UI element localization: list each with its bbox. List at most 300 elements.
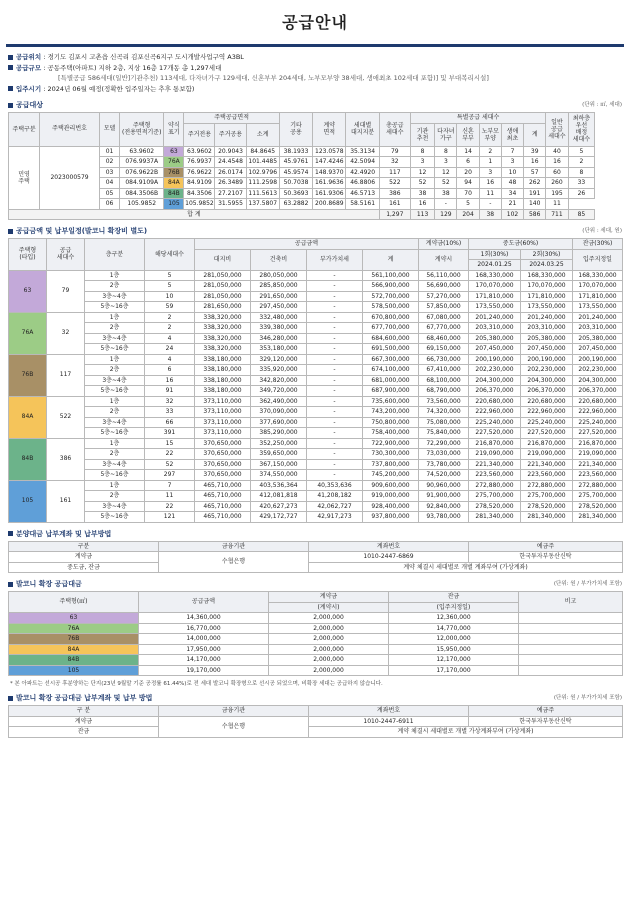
table-cell: 50.7038 [279,178,312,189]
type-badge-cell: 76B [9,634,139,645]
table-cell: 50.3693 [279,188,312,199]
table-cell: 681,000,000 [363,375,419,386]
price-schedule-table [8,238,623,523]
table-cell: 735,600,000 [363,396,419,407]
header-cell: 일반 공급 세대수 [546,113,568,147]
header-cell: 기타 공용 [279,113,312,147]
table-cell: 57 [524,167,546,178]
account-row [9,552,623,563]
table-cell: 219,090,000 [573,449,623,460]
price-row [9,291,623,302]
table-cell: 223,560,000 [521,470,573,481]
table-cell: - [307,302,363,313]
table-cell: - [307,386,363,397]
table-cell: 076.9937A [120,157,164,168]
table-cell: 281,050,000 [195,281,251,292]
table-cell: 220,680,000 [573,396,623,407]
table-cell: 16 [479,178,501,189]
balcony-account-table [8,705,623,738]
table-cell: 2,000,000 [269,613,389,624]
header-cell: 중도금(60%) [469,239,573,250]
table-cell: 206,370,000 [573,386,623,397]
table-cell: 5층~16층 [85,470,145,481]
section-title: 공급금액 및 납부일정(발코니 확장비 별도) [16,227,148,235]
table-cell: 359,650,000 [251,449,307,460]
header-cell: 계약금(10%) [419,239,469,250]
table-cell: 16,770,000 [139,623,269,634]
header-cell: 2024.03.25 [521,260,573,271]
table-cell: 2 [479,146,501,157]
table-cell: 11 [546,199,568,210]
header-cell: 잔금(30%) [573,239,623,250]
bullet-square-icon [8,103,13,108]
table-cell: 338,320,000 [195,344,251,355]
title-divider [6,44,624,47]
move-in-label: 입주시기 [16,84,42,93]
type-badge-cell: 84B [9,438,47,480]
table-cell: 750,800,000 [363,417,419,428]
account-row [9,716,623,727]
table-cell: 04 [100,178,120,189]
table-cell: 84.9109 [184,178,215,189]
table-cell: 207,450,000 [469,344,521,355]
table-cell: 221,340,000 [469,459,521,470]
table-cell: 46.5713 [346,188,379,199]
price-row [9,407,623,418]
table-cell: 670,800,000 [363,312,419,323]
table-cell: 205,380,000 [469,333,521,344]
table-cell: 758,400,000 [363,428,419,439]
table-cell: 129 [435,209,457,220]
table-cell: 168,330,000 [521,270,573,281]
header-row [9,541,623,552]
table-cell: 205,380,000 [521,333,573,344]
table-cell: 41,208,182 [307,491,363,502]
table-cell: 339,380,000 [251,323,307,334]
account-no-cell: 1010-2447-6911 [309,716,469,727]
type-badge-cell: 76A [164,157,184,168]
table-cell: 429,172,727 [251,512,307,523]
table-cell: 3층~4층 [85,291,145,302]
table-cell: 2층 [85,407,145,418]
table-cell: 722,900,000 [363,438,419,449]
table-cell: 32 [145,396,195,407]
table-cell: 222,960,000 [573,407,623,418]
table-cell: 63.2882 [279,199,312,210]
table-cell: 8 [435,146,457,157]
header-cell: 주거전용 [184,123,215,146]
section-title: 분양대금 납부계좌 및 납부방법 [16,529,112,538]
table-cell: 85 [568,209,595,220]
header-cell: 계약시 [419,249,469,270]
house-type-cell: 민영 주택 [9,146,40,209]
price-row [9,302,623,313]
bullet-square-icon [8,229,13,234]
price-row [9,459,623,470]
table-cell: 281,050,000 [195,291,251,302]
header-cell: 비고 [519,592,623,613]
balcony-price-table [8,591,623,676]
bullet-square-icon [8,696,13,701]
table-cell: 17,170,000 [389,665,519,676]
price-row [9,312,623,323]
table-cell: 66,730,000 [419,354,469,365]
header-cell: 계약 면적 [313,113,346,147]
header-cell: 2024.01.25 [469,260,521,271]
table-cell: 113 [410,209,434,220]
header-cell: 총공급 세대수 [379,113,410,147]
table-cell: 465,710,000 [195,480,251,491]
table-cell: 5층~16층 [85,302,145,313]
header-cell: 공급금액 [139,592,269,613]
table-cell: 412,081,818 [251,491,307,502]
table-cell: 200.8689 [313,199,346,210]
table-cell: 52 [410,178,434,189]
header-cell: 건축비 [251,249,307,270]
table-cell: 335,920,000 [251,365,307,376]
type-badge-cell: 84A [9,644,139,655]
header-cell: 주택구분 [9,113,40,147]
table-cell: 92,840,000 [419,501,469,512]
table-cell: 14 [457,146,479,157]
table-cell: 684,600,000 [363,333,419,344]
header-cell: 주택관리번호 [40,113,100,147]
header-cell: 예금주 [469,706,623,717]
table-cell: 207,450,000 [521,344,573,355]
table-cell: 52 [145,459,195,470]
table-cell: 370,650,000 [195,459,251,470]
table-cell: 76.9937 [184,157,215,168]
table-cell: 60 [546,167,568,178]
table-cell: 117 [379,167,410,178]
table-cell: 222,960,000 [521,407,573,418]
type-badge-cell: 76A [9,312,47,354]
table-cell: 79 [379,146,410,157]
total-row [9,209,622,220]
bullet-square-icon [8,65,13,70]
table-cell: 084.9109A [120,178,164,189]
table-cell: 38 [410,188,434,199]
table-cell: 203,310,000 [573,323,623,334]
table-cell: - [307,417,363,428]
supply-row [9,157,622,168]
table-cell: 084.3506B [120,188,164,199]
table-cell: 20.9043 [215,146,246,157]
table-cell: 10 [145,291,195,302]
table-cell: 216,870,000 [521,438,573,449]
table-cell: - [307,396,363,407]
table-cell: 11 [479,188,501,199]
table-cell: 24.4548 [215,157,246,168]
header-cell: 계좌번호 [309,541,469,552]
account-note-cell: 계약 체결시 세대별로 개별 계좌부여 (가상계좌) [309,562,623,573]
table-cell: 691,500,000 [363,344,419,355]
location-row [8,52,622,63]
table-cell: 3층~4층 [85,417,145,428]
table-cell: 578,500,000 [363,302,419,313]
table-cell: 2,000,000 [269,634,389,645]
table-cell: 52 [435,178,457,189]
unit-count-cell: 117 [47,354,85,396]
table-cell: 5 [568,146,595,157]
table-cell: 1층 [85,480,145,491]
header-cell: 노부모 부양 [479,123,501,146]
table-cell: 338,180,000 [195,354,251,365]
table-cell: 1층 [85,270,145,281]
table-cell: 667,300,000 [363,354,419,365]
table-cell: 84.3506 [184,188,215,199]
table-cell: 227,520,000 [469,428,521,439]
account-type-cell: 중도금, 잔금 [9,562,159,573]
header-cell: 계약금 [269,592,389,603]
table-cell: 2층 [85,365,145,376]
header-row [9,592,623,603]
table-cell: 42.4920 [346,167,379,178]
supply-row [9,188,622,199]
type-badge-cell: 76A [9,623,139,634]
holder-cell: 한국투자부동산신탁 [469,716,623,727]
scale-row [8,63,622,74]
table-cell: 102.9796 [246,167,279,178]
account-row [9,727,623,738]
table-cell: 14,170,000 [139,655,269,666]
table-cell: 69,150,000 [419,344,469,355]
type-badge-cell: 76B [164,167,184,178]
table-cell: 105.9852 [185,200,214,207]
table-cell: 2 [145,312,195,323]
header-cell: 금융기관 [159,541,309,552]
table-cell: 16 [546,157,568,168]
header-cell: 금융기관 [159,706,309,717]
table-cell: 8 [568,167,595,178]
table-cell: 42.5094 [346,157,379,168]
table-cell: 403,536,364 [251,480,307,491]
table-cell: 191 [524,188,546,199]
total-label: 합 계 [9,209,380,220]
header-row [9,706,623,717]
table-cell: 170,070,000 [573,281,623,292]
header-cell: (계약시) [269,602,389,613]
table-cell: 3 [435,157,457,168]
table-cell: 6 [145,365,195,376]
table-cell: 386 [379,188,410,199]
table-cell: 1층 [85,354,145,365]
mgmt-no-cell: 2023000579 [40,146,100,209]
table-cell: 561,100,000 [363,270,419,281]
type-badge-cell: 63 [9,270,47,312]
table-cell: 3층~4층 [85,375,145,386]
table-cell: 2층 [85,449,145,460]
table-cell: 370,650,000 [195,470,251,481]
table-cell: 7 [501,146,523,157]
overview-info [8,52,622,94]
table-cell: 370,650,000 [195,449,251,460]
table-cell: 59 [145,302,195,313]
section-payment-account [8,529,622,539]
table-cell: 66 [145,417,195,428]
price-row [9,417,623,428]
table-cell: 16 [410,199,434,210]
unit-label: (단위 : 세대, 원) [582,228,622,234]
table-cell: 338,320,000 [195,312,251,323]
bullet-square-icon [8,55,13,60]
table-cell: 937,800,000 [363,512,419,523]
table-cell: 711 [546,209,568,220]
supply-row [9,178,622,189]
table-cell: 201,240,000 [573,312,623,323]
table-cell: 278,520,000 [521,501,573,512]
table-cell: 385,290,000 [251,428,307,439]
header-row [9,113,622,124]
table-cell: 12,000,000 [389,634,519,645]
price-row [9,281,623,292]
type-badge-cell: 105 [164,199,184,210]
table-cell: 24 [145,344,195,355]
header-cell: (입주지정일) [389,602,519,613]
table-cell: 204,300,000 [573,375,623,386]
table-cell: 32 [379,157,410,168]
balcony-row [9,655,623,666]
table-cell: 373,110,000 [195,417,251,428]
price-row [9,270,623,281]
table-cell: 34 [501,188,523,199]
table-cell: 40,353,636 [307,480,363,491]
table-cell: 67,770,000 [419,323,469,334]
table-cell: 285,850,000 [251,281,307,292]
header-cell: 주택공급면적 [184,113,279,124]
table-cell: 338,180,000 [195,375,251,386]
price-row [9,396,623,407]
unit-count-cell: 32 [47,312,85,354]
table-cell: 342,820,000 [251,375,307,386]
table-cell: 278,520,000 [469,501,521,512]
table-cell: 75,080,000 [419,417,469,428]
header-cell: 기관 추천 [410,123,434,146]
balcony-row [9,634,623,645]
table-cell: 2층 [85,491,145,502]
header-cell: 층구분 [85,239,145,271]
table-cell: 374,550,000 [251,470,307,481]
table-cell: 221,340,000 [521,459,573,470]
table-cell: 204 [457,209,479,220]
table-cell: 1 [479,157,501,168]
price-row [9,344,623,355]
table-cell: - [307,291,363,302]
table-cell: 216,870,000 [573,438,623,449]
header-cell: 입주지정일 [573,249,623,270]
table-cell: 40 [546,146,568,157]
table-cell: 170,070,000 [469,281,521,292]
location-value: : 경기도 김포시 고촌읍 신곡리 김포신곡6지구 도시개발사업구역 A3BL [43,53,244,61]
table-cell: - [307,428,363,439]
table-cell: - [307,438,363,449]
table-cell: 93,780,000 [419,512,469,523]
table-cell: 91,900,000 [419,491,469,502]
table-cell: 349,720,000 [251,386,307,397]
table-cell: - [307,354,363,365]
table-cell: 2 [568,157,595,168]
header-cell: 잔금 [389,592,519,603]
table-cell: 329,120,000 [251,354,307,365]
table-cell: 147.4246 [313,157,346,168]
table-cell: 275,700,000 [521,491,573,502]
table-cell: 68,100,000 [419,375,469,386]
table-cell: 928,400,000 [363,501,419,512]
table-cell: 677,700,000 [363,323,419,334]
table-cell: 201,240,000 [521,312,573,323]
header-cell: 최하층 우선 배정 세대수 [568,113,595,147]
table-cell: 353,180,000 [251,344,307,355]
table-cell: 352,250,000 [251,438,307,449]
header-cell: 주택형(㎡) [9,592,139,613]
table-cell: 281,340,000 [521,512,573,523]
header-cell: 다자녀 가구 [435,123,457,146]
table-cell: 72,290,000 [419,438,469,449]
table-cell: 33 [145,407,195,418]
price-row [9,386,623,397]
supply-target-table [8,112,622,220]
price-row [9,491,623,502]
remarks-cell [519,655,623,666]
header-cell: 구분 [9,541,159,552]
table-cell: 102 [501,209,523,220]
supply-row [9,199,622,210]
header-cell: 주택형 (타입) [9,239,47,271]
table-cell: 63.9602 [120,146,164,157]
table-cell: 572,700,000 [363,291,419,302]
header-cell: 주거공용 [215,123,246,146]
type-badge-cell: 84B [164,188,184,199]
scale-value: : 공동주택(아파트) 지하 2층, 지상 16층 17개동 총 1,297세대 [43,63,222,72]
table-cell: 73,030,000 [419,449,469,460]
table-cell: 140 [524,199,546,210]
table-cell: 73,780,000 [419,459,469,470]
table-cell: 391 [145,428,195,439]
table-cell: 465,710,000 [195,512,251,523]
table-cell: 10 [501,167,523,178]
table-cell: 76.9622 [184,167,215,178]
table-cell: 74,520,000 [419,470,469,481]
location-label: 공급위치 [16,53,42,61]
table-cell: 909,600,000 [363,480,419,491]
header-cell: 계 [363,249,419,270]
table-cell: - [479,199,501,210]
table-cell: 1층 [85,396,145,407]
table-cell: 67,410,000 [419,365,469,376]
table-cell: 202,230,000 [469,365,521,376]
type-badge-cell: 63 [164,146,184,157]
price-row [9,354,623,365]
table-cell: 148.9370 [313,167,346,178]
table-cell: 465,710,000 [195,501,251,512]
table-cell: 272,880,000 [469,480,521,491]
table-cell: 281,050,000 [195,270,251,281]
header-cell: 공급 세대수 [47,239,85,271]
table-cell: - [435,199,457,210]
table-cell: 68,790,000 [419,386,469,397]
table-cell: 22 [145,501,195,512]
remarks-cell [519,623,623,634]
table-cell: 730,300,000 [363,449,419,460]
table-cell: 3층~4층 [85,459,145,470]
header-row [9,239,623,250]
table-cell: 01 [100,146,120,157]
account-note-cell: 계약 체결시 세대별로 개별 가상계좌부여 (가상계좌) [309,727,623,738]
table-cell: 46.8806 [346,178,379,189]
account-no-cell: 1010-2447-6869 [309,552,469,563]
table-cell: 207,450,000 [573,344,623,355]
account-row [9,562,623,573]
